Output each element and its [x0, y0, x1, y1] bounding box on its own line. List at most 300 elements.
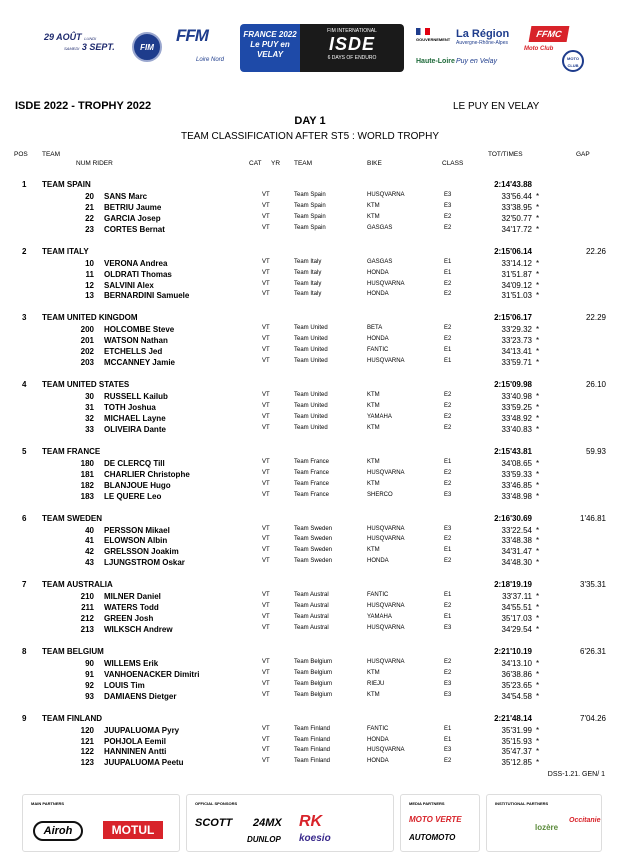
rider-bike: HONDA [367, 269, 389, 276]
rider-time: 31'51.03 [501, 291, 532, 301]
rider-time: 33'59.71 [501, 358, 532, 368]
rider-time: 33'48.98 [501, 491, 532, 501]
rider-team: Team Finland [294, 758, 331, 765]
rider-counted-mark: * [536, 280, 540, 290]
rider-number: 40 [85, 525, 94, 535]
rider-time: 34'48.30 [501, 558, 532, 568]
rider-bike: KTM [367, 202, 380, 209]
rider-counted-mark: * [536, 213, 540, 223]
rider-category: VT [262, 392, 270, 399]
rider-bike: HUSQVARNA [367, 624, 405, 631]
rider-class: E2 [444, 658, 452, 665]
rider-bike: KTM [367, 213, 380, 220]
rider-number: 120 [80, 725, 94, 735]
rider-row [0, 281, 620, 292]
institutional-partners-caption: INSTITUTIONAL PARTNERS [495, 801, 549, 806]
rider-number: 121 [80, 736, 94, 746]
rider-class: E1 [444, 258, 452, 265]
rider-category: VT [262, 358, 270, 365]
rider-class: E1 [444, 358, 452, 365]
rider-number: 32 [85, 413, 94, 423]
rider-row [0, 592, 620, 603]
rider-number: 31 [85, 403, 94, 412]
rider-bike: KTM [367, 547, 380, 554]
rider-bike: GASGAS [367, 224, 393, 231]
team-name: TEAM FRANCE [42, 446, 101, 456]
team-total-time: 2:15'43.81 [494, 446, 532, 456]
moto-verte-logo: MOTO VERTE [409, 815, 462, 824]
team-total-time: 2:21'48.14 [494, 713, 532, 723]
rk-logo: RK [299, 813, 323, 830]
rider-class: E2 [444, 325, 452, 332]
rider-class: E1 [444, 736, 452, 743]
ffmc-logo: FFMC [529, 26, 570, 42]
team-row [0, 380, 620, 392]
rider-name: ETCHELLS Jed [104, 347, 163, 357]
team-name: TEAM AUSTRALIA [42, 580, 113, 590]
team-total-time: 2:15'09.98 [494, 380, 532, 390]
rider-number: 210 [80, 592, 94, 602]
automoto-logo: AUTOMOTO [409, 833, 456, 842]
rider-time: 33'48.38 [501, 536, 532, 546]
rider-counted-mark: * [536, 603, 540, 613]
rider-time: 33'23.73 [501, 336, 532, 346]
rider-class: E1 [444, 458, 452, 465]
rider-row [0, 225, 620, 236]
team-row [0, 247, 620, 259]
rider-class: E1 [444, 614, 452, 620]
team-total-time: 2:16'30.69 [494, 513, 532, 523]
rider-team: Team Spain [294, 192, 326, 198]
motul-logo: MOTUL [103, 821, 163, 839]
rider-row [0, 392, 620, 403]
rider-number: 22 [85, 213, 94, 223]
rider-category: VT [262, 458, 270, 465]
rider-name: WATERS Todd [104, 603, 159, 613]
rider-team: Team Austral [294, 592, 329, 599]
region-sub: Auvergne-Rhône-Alpes [456, 40, 508, 46]
rider-time: 36'38.86 [501, 669, 532, 679]
rider-name: POHJOLA Eemil [104, 736, 166, 746]
rider-counted-mark: * [536, 202, 540, 212]
rider-category: VT [262, 491, 270, 498]
team-gap: 3'35.31 [580, 580, 606, 590]
rider-number: 33 [85, 424, 94, 434]
rider-counted-mark: * [536, 680, 540, 690]
isde-france-badge: FRANCE 2022 Le PUY en VELAY [240, 24, 300, 72]
team-gap: 59.93 [585, 446, 606, 456]
rider-row [0, 737, 620, 748]
rider-number: 12 [85, 280, 94, 290]
rider-category: VT [262, 224, 270, 231]
rider-number: 13 [85, 291, 94, 301]
rider-row [0, 659, 620, 670]
rider-row [0, 291, 620, 302]
rider-time: 33'37.11 [502, 592, 532, 602]
rider-name: GRELSSON Joakim [104, 547, 179, 557]
date-start-weekday: LUNDI [84, 36, 97, 41]
rider-team: Team Finland [294, 736, 331, 743]
rider-category: VT [262, 658, 270, 665]
team-total-time: 2:15'06.14 [494, 246, 532, 256]
team-row [0, 647, 620, 659]
rider-counted-mark: * [536, 736, 540, 746]
rider-row [0, 558, 620, 569]
media-partners-box [400, 794, 480, 852]
rider-counted-mark: * [536, 413, 540, 423]
rider-name: HOLCOMBE Steve [104, 325, 175, 335]
team-position: 6 [22, 513, 27, 523]
ffm-logo: FFM [176, 26, 208, 45]
rider-category: VT [262, 336, 270, 343]
rider-row [0, 270, 620, 281]
rider-name: MILNER Daniel [104, 592, 161, 602]
rider-team: Team France [294, 480, 330, 487]
rider-class: E2 [444, 413, 452, 420]
rider-row [0, 536, 620, 547]
isde-top-text: FIM INTERNATIONAL [327, 28, 377, 34]
rider-time: 35'23.65 [501, 680, 532, 690]
rider-counted-mark: * [536, 392, 540, 402]
rider-time: 33'29.32 [501, 325, 532, 335]
rider-class: E1 [444, 725, 452, 732]
team-row [0, 447, 620, 459]
rider-team: Team United [294, 392, 328, 399]
rider-class: E3 [444, 691, 452, 698]
rider-time: 34'54.58 [501, 691, 532, 701]
rider-name: BLANJOUE Hugo [104, 480, 171, 490]
rider-name: SALVINI Alex [104, 280, 154, 290]
official-sponsors-box [186, 794, 394, 852]
sponsors-band [22, 794, 602, 852]
rider-counted-mark: * [536, 758, 540, 768]
main-partners-caption: MAIN PARTNERS [31, 801, 65, 806]
team-gap: 1'46.81 [580, 513, 606, 523]
rider-team: Team United [294, 347, 328, 354]
rider-category: VT [262, 680, 270, 687]
rider-bike: HUSQVARNA [367, 192, 405, 198]
rider-row [0, 214, 620, 225]
col-yr: YR [271, 160, 281, 167]
rider-bike: KTM [367, 424, 380, 431]
rider-category: VT [262, 547, 270, 554]
rider-team: Team United [294, 325, 328, 332]
rider-team: Team Sweden [294, 547, 333, 554]
rider-team: Team United [294, 336, 328, 343]
rider-time: 33'46.85 [501, 480, 532, 490]
rider-category: VT [262, 424, 270, 431]
rider-number: 211 [81, 603, 94, 613]
col-class: CLASS [442, 160, 464, 167]
rider-class: E2 [444, 469, 452, 476]
rider-bike: HUSQVARNA [367, 658, 405, 665]
rider-category: VT [262, 669, 270, 676]
rider-bike: KTM [367, 480, 380, 487]
rider-category: VT [262, 736, 270, 743]
rider-counted-mark: * [536, 403, 540, 412]
rider-counted-mark: * [536, 558, 540, 568]
rider-class: E2 [444, 336, 452, 343]
rider-category: VT [262, 525, 270, 532]
rider-number: 90 [85, 658, 94, 668]
koesio-logo: koesio [299, 833, 331, 844]
rider-team: Team Finland [294, 725, 331, 732]
rider-counted-mark: * [536, 192, 540, 201]
rider-row [0, 403, 620, 414]
rider-number: 212 [80, 614, 94, 623]
rider-team: Team France [294, 469, 330, 476]
rider-time: 31'51.87 [501, 269, 532, 279]
government-label: GOUVERNEMENT [416, 37, 451, 42]
fim-logo: FIM [132, 32, 162, 62]
rider-class: E3 [444, 680, 452, 687]
rider-time: 35'47.37 [501, 747, 532, 757]
col-pos: POS [14, 151, 28, 158]
rider-team: Team United [294, 424, 328, 431]
rider-name: MICHAEL Layne [104, 413, 166, 423]
rider-team: Team Belgium [294, 691, 333, 698]
rider-class: E2 [444, 480, 452, 487]
rider-name: RUSSELL Kailub [104, 392, 168, 402]
rider-number: 123 [80, 758, 94, 768]
rider-bike: HUSQVARNA [367, 603, 405, 610]
rider-name: LE QUERE Leo [104, 491, 162, 501]
rider-class: E2 [444, 536, 452, 543]
rider-name: BERNARDINI Samuele [104, 291, 190, 301]
rider-row [0, 726, 620, 737]
occitanie-logo: Occitanie [569, 817, 601, 824]
official-sponsors-caption: OFFICIAL SPONSORS [195, 801, 238, 806]
rider-name: ELOWSON Albin [104, 536, 168, 546]
rider-team: Team Spain [294, 224, 326, 231]
rider-number: 202 [80, 347, 94, 357]
rider-class: E2 [444, 291, 452, 298]
rider-number: 92 [85, 680, 94, 690]
rider-bike: KTM [367, 691, 380, 698]
team-row [0, 580, 620, 592]
region-name: La Région [456, 28, 510, 40]
rider-number: 23 [85, 224, 94, 234]
rider-name: SANS Marc [104, 192, 148, 201]
rider-time: 33'38.95 [501, 202, 532, 212]
rider-time: 35'31.99 [501, 725, 532, 735]
rider-counted-mark: * [536, 336, 540, 346]
rider-bike: RIEJU [367, 680, 385, 687]
team-position: 7 [22, 580, 27, 590]
rider-class: E2 [444, 558, 452, 565]
rider-team: Team Italy [294, 280, 322, 287]
rider-number: 181 [80, 469, 94, 479]
team-total-time: 2:21'10.19 [494, 646, 532, 656]
rider-team: Team France [294, 491, 330, 498]
rider-bike: HUSQVARNA [367, 536, 405, 543]
rider-name: DAMIAENS Dietger [104, 691, 177, 701]
col-num-rider: NUM RIDER [76, 160, 113, 167]
rider-time: 34'31.47 [501, 547, 532, 557]
rider-counted-mark: * [536, 725, 540, 735]
rider-team: Team United [294, 413, 328, 420]
rider-bike: HUSQVARNA [367, 469, 405, 476]
rider-category: VT [262, 558, 270, 565]
col-team-short: TEAM [294, 160, 313, 167]
rider-name: CHARLIER Christophe [104, 469, 190, 479]
lozere-logo: lozère [535, 823, 559, 832]
rider-time: 33'56.44 [501, 192, 532, 201]
rider-time: 34'09.12 [501, 280, 532, 290]
rider-team: Team Austral [294, 624, 329, 631]
rider-time: 34'29.54 [501, 624, 532, 634]
rider-category: VT [262, 691, 270, 698]
rider-number: 41 [85, 536, 94, 546]
rider-row [0, 747, 620, 758]
rider-team: Team Belgium [294, 669, 333, 676]
team-name: TEAM ITALY [42, 246, 89, 256]
team-total-time: 2:14'43.88 [494, 180, 532, 189]
rider-counted-mark: * [536, 480, 540, 490]
rider-counted-mark: * [536, 669, 540, 679]
rider-bike: HUSQVARNA [367, 525, 405, 532]
rider-team: Team United [294, 358, 328, 365]
rider-category: VT [262, 291, 270, 298]
rider-bike: HUSQVARNA [367, 358, 405, 365]
scott-logo: SCOTT [195, 817, 233, 829]
airoh-logo: Airoh [33, 821, 83, 841]
team-position: 3 [22, 313, 27, 323]
rider-bike: YAMAHA [367, 614, 392, 620]
rider-name: WILKSCH Andrew [104, 624, 173, 634]
rider-row [0, 358, 620, 369]
dunlop-logo: DUNLOP [247, 835, 281, 844]
team-name: TEAM SPAIN [42, 180, 91, 189]
rider-name: VERONA Andrea [104, 258, 168, 268]
rider-row [0, 192, 620, 203]
rider-team: Team Spain [294, 202, 326, 209]
rider-class: E3 [444, 525, 452, 532]
rider-category: VT [262, 413, 270, 420]
team-position: 9 [22, 713, 27, 723]
col-bike: BIKE [367, 160, 382, 167]
team-total-time: 2:15'06.17 [494, 313, 532, 323]
date-start: 29 AOÛT [44, 32, 82, 42]
col-tot-times: TOT/TIMES [488, 151, 523, 158]
rider-number: 201 [80, 336, 94, 346]
rider-team: Team Italy [294, 258, 322, 265]
rider-row [0, 459, 620, 470]
rider-number: 11 [85, 269, 94, 279]
rider-row [0, 481, 620, 492]
rider-number: 122 [80, 747, 94, 757]
team-gap: 22.29 [585, 313, 606, 323]
rider-class: E3 [444, 747, 452, 754]
rider-bike: HONDA [367, 758, 389, 765]
rider-number: 10 [85, 258, 94, 268]
date-end-weekday: SAMEDI [64, 46, 80, 51]
main-partners-box [22, 794, 180, 852]
col-team: TEAM [42, 151, 61, 158]
rider-number: 180 [80, 458, 94, 468]
rider-team: Team Italy [294, 291, 322, 298]
rider-number: 42 [85, 547, 94, 557]
rider-row [0, 470, 620, 481]
rider-name: LJUNGSTROM Oskar [104, 558, 185, 568]
rider-team: Team Austral [294, 603, 329, 610]
rider-row [0, 336, 620, 347]
rider-number: 30 [85, 392, 94, 402]
rider-class: E2 [444, 213, 452, 220]
rider-number: 93 [85, 691, 94, 701]
rider-name: JUUPALUOMA Peetu [104, 758, 184, 768]
document-code: DSS-1.21. GEN/ 1 [547, 771, 605, 778]
rider-time: 33'59.25 [501, 403, 532, 412]
rider-name: OLDRATI Thomas [104, 269, 172, 279]
club-badge-logo: MOTO CLUB [562, 50, 584, 72]
team-row [0, 514, 620, 526]
rider-name: WATSON Nathan [104, 336, 168, 346]
rider-team: Team France [294, 458, 330, 465]
rider-time: 33'22.54 [501, 525, 532, 535]
rider-time: 33'40.83 [501, 424, 532, 434]
rider-number: 183 [80, 491, 94, 501]
rider-class: E3 [444, 192, 452, 198]
rider-team: Team Belgium [294, 680, 333, 687]
rider-team: Team Finland [294, 747, 331, 754]
rider-class: E1 [444, 592, 452, 599]
rider-bike: KTM [367, 669, 380, 676]
rider-bike: HUSQVARNA [367, 747, 405, 754]
rider-row [0, 758, 620, 769]
rider-name: GREEN Josh [104, 614, 154, 623]
isde-bottom-text: 6 DAYS OF ENDURO [327, 55, 377, 61]
rider-category: VT [262, 592, 270, 599]
rider-bike: HUSQVARNA [367, 280, 405, 287]
rider-counted-mark: * [536, 258, 540, 268]
rider-bike: FANTIC [367, 347, 389, 354]
rider-counted-mark: * [536, 424, 540, 434]
rider-bike: KTM [367, 392, 380, 399]
rider-category: VT [262, 536, 270, 543]
rider-row [0, 526, 620, 537]
rider-class: E2 [444, 603, 452, 610]
rider-class: E1 [444, 347, 452, 354]
rider-counted-mark: * [536, 347, 540, 357]
rider-row [0, 347, 620, 358]
col-cat: CAT [249, 160, 262, 167]
team-gap: 26.10 [585, 380, 606, 390]
rider-bike: HONDA [367, 291, 389, 298]
institutional-partners-box [486, 794, 602, 852]
rider-row [0, 681, 620, 692]
rider-time: 34'17.72 [501, 224, 532, 234]
rider-class: E3 [444, 624, 452, 631]
team-gap: 22.26 [585, 246, 606, 256]
rider-time: 35'12.85 [501, 758, 532, 768]
rider-category: VT [262, 269, 270, 276]
classification-subtitle: TEAM CLASSIFICATION AFTER ST5 : WORLD TROPHY [181, 131, 439, 142]
document-title: ISDE 2022 - TROPHY 2022 [15, 100, 152, 112]
rider-class: E3 [444, 491, 452, 498]
rider-counted-mark: * [536, 747, 540, 757]
team-row [0, 313, 620, 325]
team-name: TEAM FINLAND [42, 713, 102, 723]
rider-bike: HONDA [367, 558, 389, 565]
rider-row [0, 625, 620, 636]
rider-name: BETRIU Jaume [104, 202, 162, 212]
rider-counted-mark: * [536, 547, 540, 557]
rider-bike: YAMAHA [367, 413, 392, 420]
rider-time: 34'13.10 [501, 658, 532, 668]
rider-time: 34'08.65 [501, 458, 532, 468]
rider-time: 33'59.33 [501, 469, 532, 479]
